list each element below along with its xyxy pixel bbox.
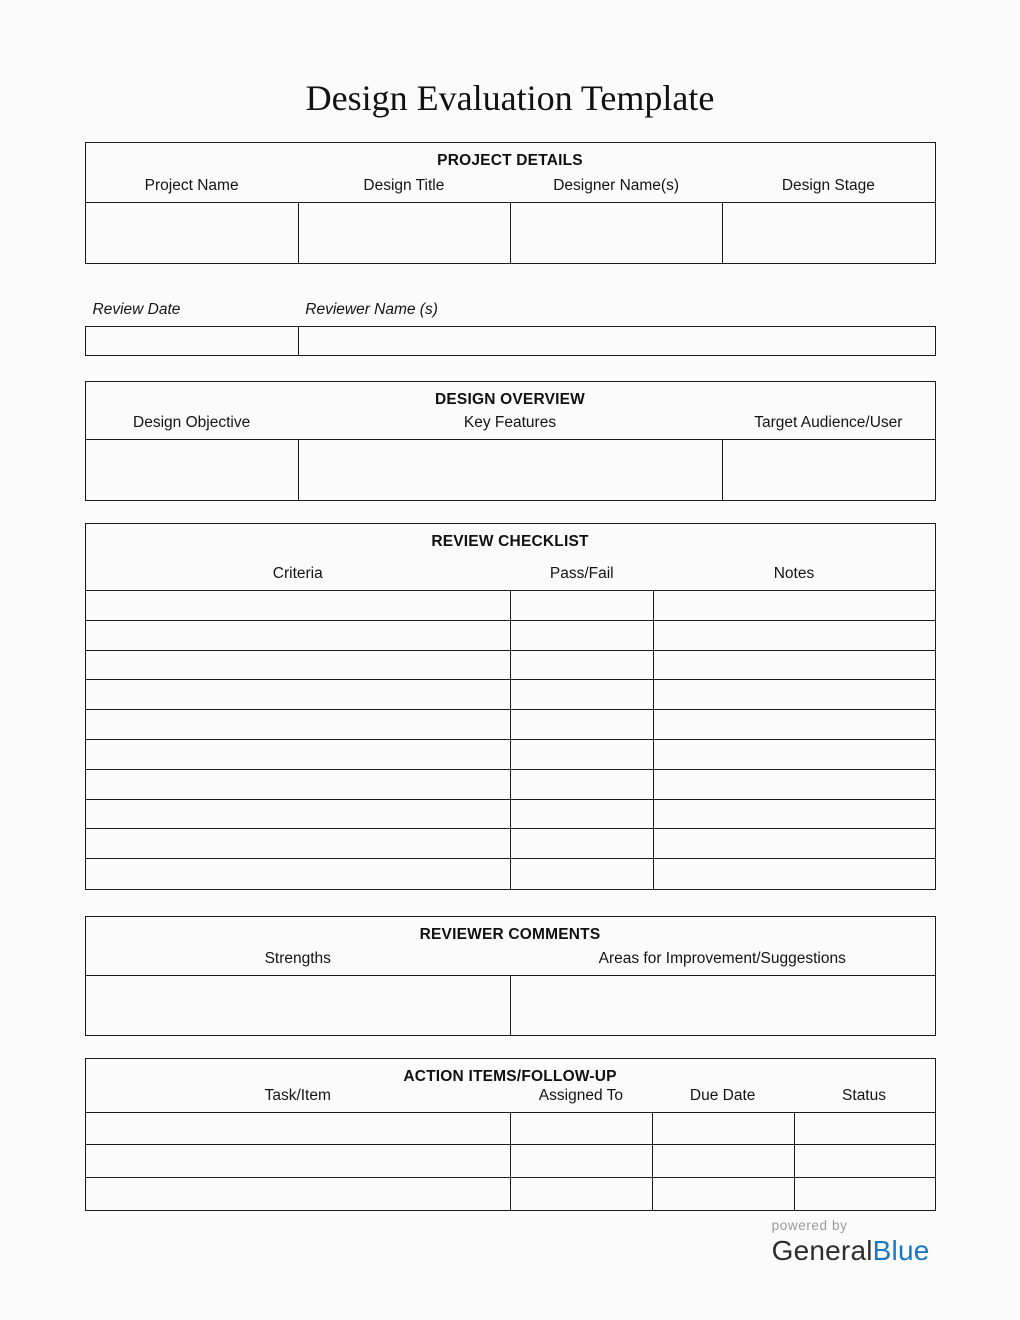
design-overview-body bbox=[86, 440, 935, 500]
powered-by-text: powered by bbox=[771, 1217, 848, 1233]
notes-cell[interactable] bbox=[653, 651, 934, 680]
action-items-table bbox=[85, 1058, 936, 1211]
action-items-body bbox=[86, 1113, 935, 1210]
notes-cell[interactable] bbox=[653, 770, 934, 799]
strengths-cell[interactable] bbox=[86, 976, 511, 1035]
footer bbox=[85, 1217, 936, 1267]
reviewer-comments-body bbox=[86, 976, 935, 1035]
column-label-assigned-to: Assigned To bbox=[538, 1086, 623, 1104]
review-checklist-column-labels bbox=[86, 565, 935, 590]
review-checklist-table bbox=[85, 523, 936, 890]
column-label-improvements: Areas for Improvement/Suggestions bbox=[598, 949, 846, 967]
action-items-column-labels bbox=[86, 1087, 935, 1112]
improvements-cell[interactable] bbox=[510, 976, 935, 1035]
table-row bbox=[86, 591, 935, 621]
column-label-key-features: Key Features bbox=[463, 414, 557, 431]
reviewer-comments-title: REVIEWER COMMENTS bbox=[419, 925, 601, 943]
criteria-cell[interactable] bbox=[86, 710, 511, 739]
notes-cell[interactable] bbox=[653, 829, 934, 858]
criteria-cell[interactable] bbox=[86, 621, 511, 650]
reviewer-name-cell[interactable] bbox=[298, 327, 935, 355]
pass-fail-cell[interactable] bbox=[510, 651, 653, 680]
criteria-cell[interactable] bbox=[86, 829, 511, 858]
brand-wordmark bbox=[772, 1234, 930, 1267]
pass-fail-cell[interactable] bbox=[510, 859, 653, 889]
review-info-table bbox=[85, 326, 936, 356]
criteria-cell[interactable] bbox=[86, 800, 511, 829]
table-row bbox=[86, 651, 935, 681]
column-label-notes: Notes bbox=[773, 565, 815, 582]
design-stage-cell[interactable] bbox=[722, 203, 934, 263]
review-checklist-title: REVIEW CHECKLIST bbox=[431, 533, 589, 550]
column-label-criteria: Criteria bbox=[272, 565, 323, 582]
criteria-cell[interactable] bbox=[86, 680, 511, 709]
table-row bbox=[86, 1113, 935, 1145]
brand-general-text: General bbox=[771, 1234, 873, 1266]
table-row bbox=[86, 621, 935, 651]
document-page bbox=[85, 0, 936, 1267]
pass-fail-cell[interactable] bbox=[510, 621, 653, 650]
table-row bbox=[86, 327, 935, 355]
general-blue-logo bbox=[772, 1217, 930, 1267]
key-features-cell[interactable] bbox=[298, 440, 723, 500]
task-item-cell[interactable] bbox=[86, 1113, 511, 1144]
column-label-strengths: Strengths bbox=[264, 949, 331, 967]
review-info-body bbox=[86, 327, 935, 355]
table-row bbox=[86, 1145, 935, 1177]
design-overview-title: DESIGN OVERVIEW bbox=[435, 391, 585, 408]
column-label-target-audience: Target Audience/User bbox=[754, 414, 903, 431]
criteria-cell[interactable] bbox=[86, 591, 511, 620]
action-items-header bbox=[86, 1059, 935, 1113]
status-cell[interactable] bbox=[794, 1178, 935, 1210]
pass-fail-cell[interactable] bbox=[510, 770, 653, 799]
pass-fail-cell[interactable] bbox=[510, 591, 653, 620]
design-overview-table bbox=[85, 381, 936, 501]
column-label-designer-names: Designer Name(s) bbox=[553, 177, 679, 194]
notes-cell[interactable] bbox=[653, 740, 934, 769]
column-label-due-date: Due Date bbox=[689, 1086, 756, 1104]
table-row bbox=[86, 859, 935, 889]
page-title: Design Evaluation Template bbox=[305, 78, 715, 118]
notes-cell[interactable] bbox=[653, 680, 934, 709]
notes-cell[interactable] bbox=[653, 621, 934, 650]
brand-blue-text: Blue bbox=[872, 1234, 930, 1266]
task-item-cell[interactable] bbox=[86, 1145, 511, 1176]
status-cell[interactable] bbox=[794, 1113, 935, 1144]
notes-cell[interactable] bbox=[653, 800, 934, 829]
criteria-cell[interactable] bbox=[86, 740, 511, 769]
review-checklist-header bbox=[86, 524, 935, 591]
reviewer-name-label: Reviewer Name (s) bbox=[305, 301, 438, 318]
table-row bbox=[86, 770, 935, 800]
review-date-label: Review Date bbox=[92, 301, 181, 318]
column-label-task-item: Task/Item bbox=[264, 1086, 331, 1104]
target-audience-cell[interactable] bbox=[722, 440, 934, 500]
action-items-title: ACTION ITEMS/FOLLOW-UP bbox=[403, 1067, 617, 1085]
notes-cell[interactable] bbox=[653, 710, 934, 739]
table-row bbox=[86, 740, 935, 770]
assigned-to-cell[interactable] bbox=[510, 1113, 652, 1144]
table-row bbox=[86, 829, 935, 859]
design-title-cell[interactable] bbox=[298, 203, 510, 263]
table-row bbox=[86, 440, 935, 500]
due-date-cell[interactable] bbox=[652, 1113, 794, 1144]
column-label-pass-fail: Pass/Fail bbox=[549, 565, 614, 582]
project-details-column-labels bbox=[86, 177, 935, 202]
project-details-table bbox=[85, 142, 936, 264]
reviewer-comments-column-labels bbox=[86, 950, 935, 975]
project-details-title: PROJECT DETAILS bbox=[437, 152, 583, 169]
column-label-project-name: Project Name bbox=[144, 177, 239, 194]
criteria-cell[interactable] bbox=[86, 651, 511, 680]
table-row bbox=[86, 680, 935, 710]
pass-fail-cell[interactable] bbox=[510, 800, 653, 829]
reviewer-comments-table bbox=[85, 916, 936, 1036]
column-label-design-title: Design Title bbox=[363, 177, 445, 194]
review-info-labels bbox=[85, 301, 936, 319]
pass-fail-cell[interactable] bbox=[510, 680, 653, 709]
assigned-to-cell[interactable] bbox=[510, 1178, 652, 1210]
assigned-to-cell[interactable] bbox=[510, 1145, 652, 1176]
pass-fail-cell[interactable] bbox=[510, 829, 653, 858]
reviewer-comments-header bbox=[86, 917, 935, 976]
design-overview-column-labels bbox=[86, 414, 935, 439]
table-row bbox=[86, 800, 935, 830]
notes-cell[interactable] bbox=[653, 591, 934, 620]
column-label-design-stage: Design Stage bbox=[781, 177, 875, 194]
criteria-cell[interactable] bbox=[86, 770, 511, 799]
table-row bbox=[86, 976, 935, 1035]
design-overview-header bbox=[86, 382, 935, 440]
column-label-design-objective: Design Objective bbox=[133, 414, 251, 431]
designer-names-cell[interactable] bbox=[510, 203, 722, 263]
due-date-cell[interactable] bbox=[652, 1145, 794, 1176]
project-name-cell[interactable] bbox=[86, 203, 298, 263]
project-details-body bbox=[86, 203, 935, 263]
task-item-cell[interactable] bbox=[86, 1178, 511, 1210]
design-objective-cell[interactable] bbox=[86, 440, 298, 500]
project-details-header bbox=[86, 143, 935, 203]
status-cell[interactable] bbox=[794, 1145, 935, 1176]
pass-fail-cell[interactable] bbox=[510, 710, 653, 739]
table-row bbox=[86, 203, 935, 263]
pass-fail-cell[interactable] bbox=[510, 740, 653, 769]
due-date-cell[interactable] bbox=[652, 1178, 794, 1210]
table-row bbox=[86, 1178, 935, 1210]
column-label-status: Status bbox=[842, 1086, 886, 1104]
review-date-cell[interactable] bbox=[86, 327, 298, 355]
table-row bbox=[86, 710, 935, 740]
review-checklist-body bbox=[86, 591, 935, 889]
criteria-cell[interactable] bbox=[86, 859, 511, 889]
notes-cell[interactable] bbox=[653, 859, 934, 889]
